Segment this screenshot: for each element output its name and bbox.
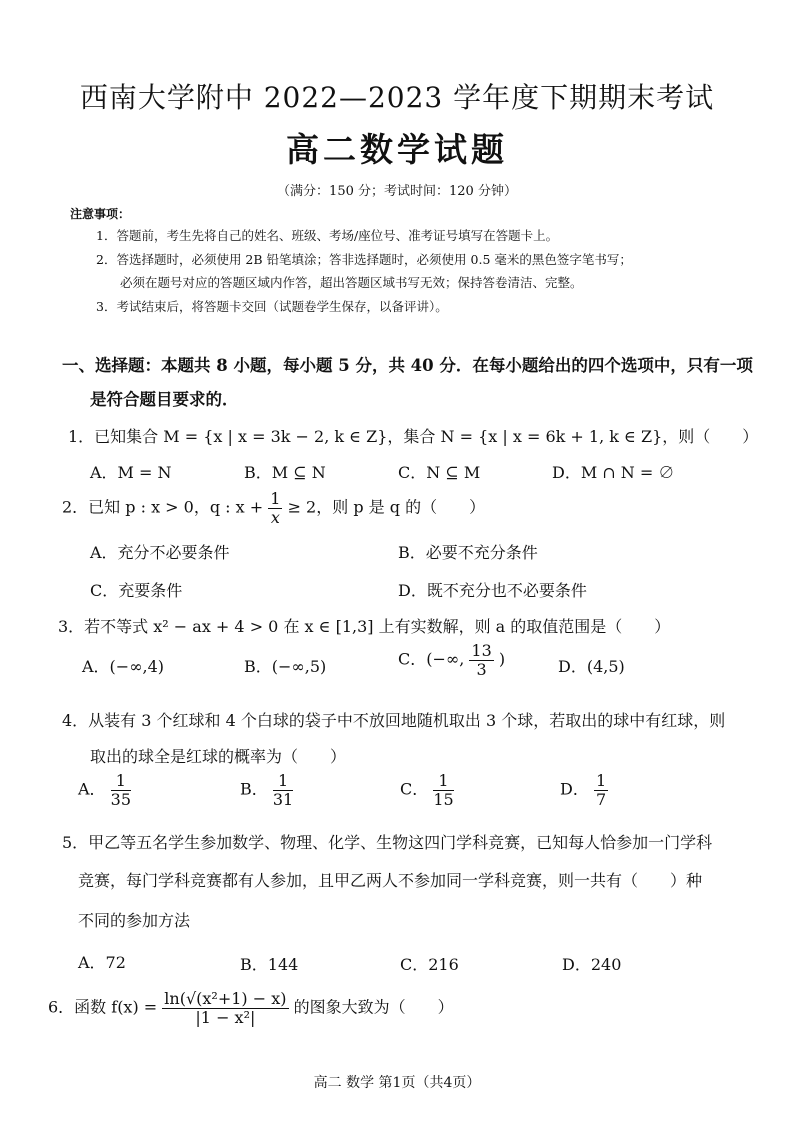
q6-frac-num: ln(√(x²+1) − x) [164,989,287,1008]
q2-option-a: A．充分不必要条件 [90,543,230,562]
question-5-line3: 不同的参加方法 [78,911,191,930]
question-5-line1: 5．甲乙等五名学生参加数学、物理、化学、生物这四门学科竞赛，已知每人恰参加一门学科 [62,833,713,852]
q5-option-c: C．216 [400,955,459,974]
question-1-stem: 1．已知集合 M = {x | x = 3k − 2, k ∈ Z}，集合 N = {x | x = 6k + 1, k ∈ Z}，则（ ） [68,427,759,446]
q2-option-b: B．必要不充分条件 [398,543,538,562]
q6-fraction [162,990,288,1026]
q1-option-a: A．M = N [90,463,172,482]
q4-opt-fraction [594,772,608,808]
q4-opt-label: B． [240,779,268,799]
question-4-line2: 取出的球全是红球的概率为（ ） [90,747,347,766]
q1-option-b: B．M ⊆ N [244,463,326,482]
q2-frac-num: 1 [270,489,281,508]
question-5-line2: 竞赛，每门学科竞赛都有人参加，且甲乙两人不参加同一学科竞赛，则一共有（ ）种 [78,871,703,890]
note-item: 2．答选择题时，必须使用 2B 铅笔填涂；答非选择题时，必须使用 0.5 毫米的黑色签字笔书写； [96,252,632,267]
q4-opt-den: 15 [433,789,454,809]
q3-option-a: A．(−∞,4) [82,657,165,676]
note-item: 必须在题号对应的答题区域内作答，超出答题区域书写无效；保持答卷清洁、完整。 [120,275,583,290]
q3-option-b: B．(−∞,5) [244,657,327,676]
exam-info: （满分：150 分；考试时间：120 分钟） [277,184,517,199]
section-heading: 一、选择题：本题共 8 小题，每小题 5 分，共 40 分．在每小题给出的四个选项中，只有一项 [62,356,753,375]
q2-frac-den: x [270,507,280,527]
question-6-stem [48,990,454,1026]
q3-optc-den: 3 [476,659,487,679]
note-item: 3．考试结束后，将答题卡交回（试题卷学生保存，以备评讲）。 [96,299,448,314]
page-footer: 高二 数学 第1页（共4页） [313,1075,481,1091]
q1-option-c: C．N ⊆ M [398,463,481,482]
q4-option-a [78,772,131,808]
note-item: 1．答题前，考生先将自己的姓名、班级、考场/座位号、准考证号填写在答题卡上。 [96,228,559,243]
q4-opt-label: A． [78,779,106,799]
question-4-line1: 4．从装有 3 个红球和 4 个白球的袋子中不放回地随机取出 3 个球，若取出的球中有红球，则 [62,711,726,730]
q4-opt-den: 35 [110,789,132,809]
q3-option-d: D．(4,5) [558,657,625,676]
q4-opt-fraction [111,772,131,808]
q4-opt-num: 1 [595,771,607,790]
q2-fraction [268,490,282,526]
q4-opt-fraction [273,772,293,808]
paper-subtitle: 高二数学试题 [286,130,508,169]
q4-opt-fraction [433,772,453,808]
q6-stem-pre: 6．函数 f(x) = [48,997,158,1017]
exam-title: 西南大学附中 2022—2023 学年度下期期末考试 [79,81,715,114]
question-3-stem: 3．若不等式 x² − ax + 4 > 0 在 x ∈ [1,3] 上有实数解，则 a 的取值范围是（ ） [58,617,671,636]
q2-stem-pre: 2．已知 p : x > 0，q : x + [62,497,264,517]
q5-option-a: A．72 [78,953,126,972]
q6-frac-den: |1 − x²| [195,1007,256,1027]
q4-option-b [240,772,293,808]
q1-option-d: D．M ∩ N = ∅ [552,463,675,482]
notes-heading: 注意事项： [70,207,131,221]
q5-option-b: B．144 [240,955,299,974]
q4-opt-den: 7 [595,789,607,809]
q4-opt-label: C． [400,779,429,799]
q3-optc-pre: C．(−∞, [398,649,465,669]
q4-opt-num: 1 [273,772,293,791]
q4-option-c [400,772,454,808]
q4-opt-label: D． [560,779,589,799]
question-2-stem [62,490,485,526]
q6-stem-post: 的图象大致为（ ） [293,997,454,1017]
q5-option-d: D．240 [562,955,622,974]
q4-opt-num: 1 [111,772,131,791]
q4-opt-num: 1 [433,772,453,791]
q4-opt-den: 31 [272,789,294,809]
q2-option-c: C．充要条件 [90,581,183,600]
q2-stem-post: ≥ 2，则 p 是 q 的（ ） [287,497,486,517]
q3-option-c [398,642,505,678]
q4-option-d [560,772,608,808]
q3-optc-num: 13 [471,641,492,660]
q3-optc-fraction [469,642,493,678]
q2-option-d: D．既不充分也不必要条件 [398,581,587,600]
section-heading-cont: 是符合题目要求的． [90,390,239,409]
q3-optc-post: ) [498,649,506,669]
